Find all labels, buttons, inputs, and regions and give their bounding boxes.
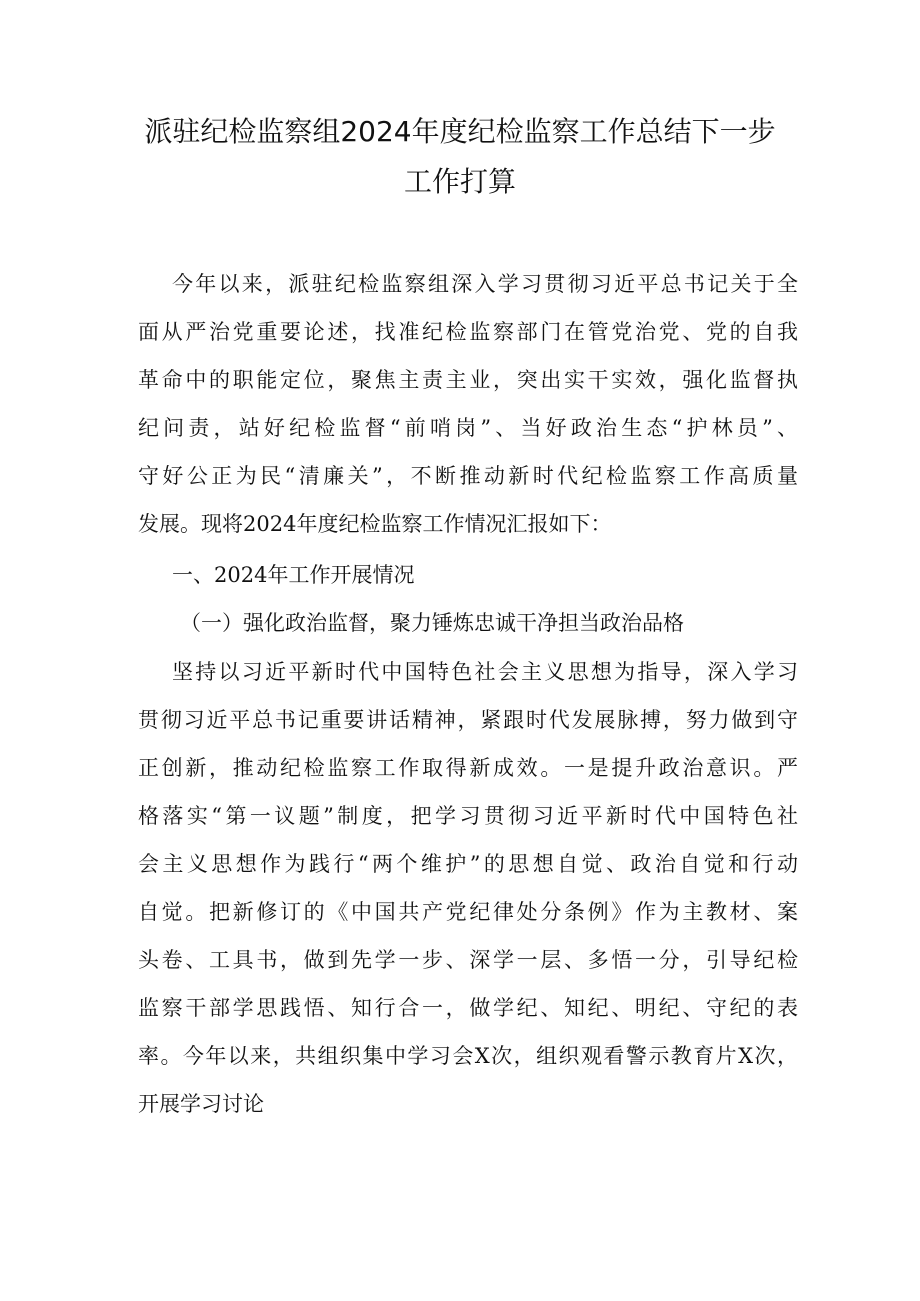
para1-line-3: 正创新，推动纪检监察工作取得新成效。一是提升政治意识。严 — [138, 756, 798, 780]
para1-line-7: 头卷、工具书，做到先学一步、深学一层、多悟一分，引导纪检 — [138, 948, 798, 972]
para1-line-4: 格落实“第一议题”制度，把学习贯彻习近平新时代中国特色社 — [138, 804, 798, 828]
subsection-heading-1: （一）强化政治监督，聚力锤炼忠诚干净担当政治品格 — [180, 611, 684, 635]
para1-line-8: 监察干部学思践悟、知行合一，做学纪、知纪、明纪、守纪的表 — [138, 996, 798, 1020]
section-heading-1: 一、2024年工作开展情况 — [172, 563, 415, 587]
document-title-line-2: 工作打算 — [403, 165, 516, 198]
intro-line-6: 发展。现将2024年度纪检监察工作情况汇报如下： — [138, 512, 612, 536]
para1-line-5: 会主义思想作为践行“两个维护”的思想自觉、政治自觉和行动 — [138, 852, 798, 876]
para1-line-2: 贯彻习近平总书记重要讲话精神，紧跟时代发展脉搏，努力做到守 — [138, 708, 798, 732]
intro-line-5: 守好公正为民“清廉关”，不断推动新时代纪检监察工作高质量 — [138, 464, 798, 488]
intro-line-3: 革命中的职能定位，聚焦主责主业，突出实干实效，强化监督执 — [138, 368, 798, 392]
intro-line-2: 面从严治党重要论述，找准纪检监察部门在管党治党、党的自我 — [138, 320, 798, 344]
intro-line-4: 纪问责，站好纪检监督“前哨岗”、当好政治生态“护林员”、 — [138, 416, 798, 440]
para1-line-9: 率。今年以来，共组织集中学习会X次，组织观看警示教育片X次， — [138, 1044, 798, 1068]
para1-line-6: 自觉。把新修订的《中国共产党纪律处分条例》作为主教材、案 — [138, 900, 798, 924]
para1-line-10: 开展学习讨论 — [138, 1092, 264, 1116]
intro-line-1: 今年以来，派驻纪检监察组深入学习贯彻习近平总书记关于全 — [172, 272, 798, 296]
document-title-line-1: 派驻纪检监察组2024年度纪检监察工作总结下一步 — [144, 115, 776, 148]
para1-line-1: 坚持以习近平新时代中国特色社会主义思想为指导，深入学习 — [172, 660, 798, 684]
